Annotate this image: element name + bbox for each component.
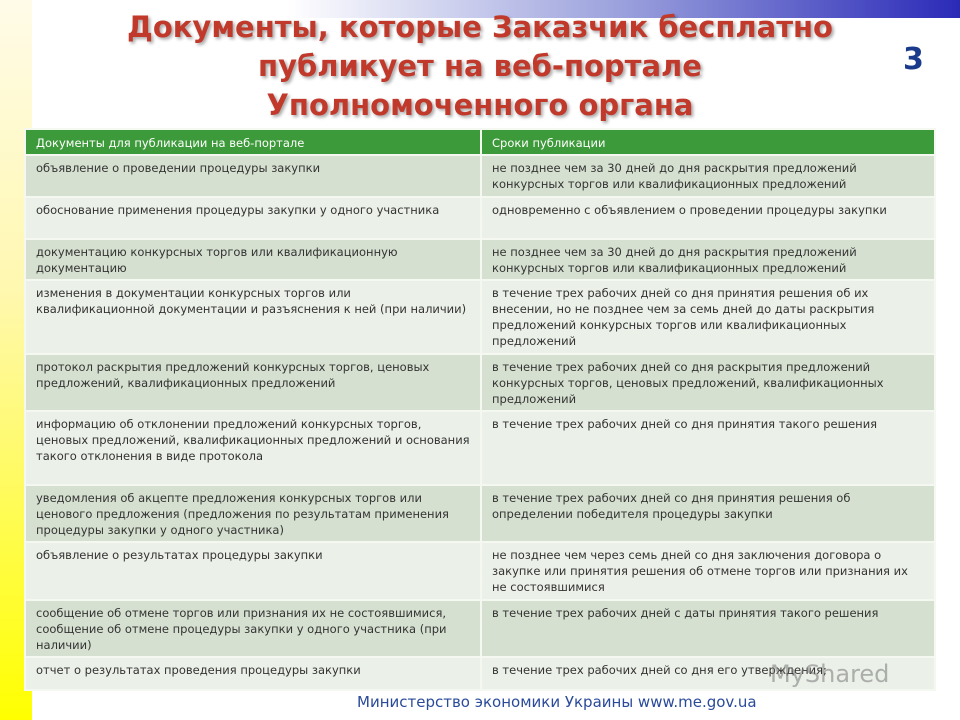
document-cell: изменения в документации конкурсных торгов или квалификационной документации и разъяснения к ней (при наличии) (25, 280, 481, 354)
table-row (25, 411, 935, 485)
table-row (25, 542, 935, 600)
watermark: MyShared (770, 660, 890, 688)
footer-text: Министерство экономики Украины www.me.gov.ua (357, 693, 757, 711)
document-cell: документацию конкурсных торгов или квалификационную документацию (25, 239, 481, 280)
document-cell: обоснование применения процедуры закупки у одного участника (25, 197, 481, 239)
deadline-cell: не позднее чем за 30 дней до дня раскрытия предложений конкурсных торгов или квалификационных предложений (481, 155, 935, 197)
documents-table (24, 128, 936, 691)
table-header (25, 129, 935, 155)
table-row (25, 239, 935, 280)
deadline-cell: в течение трех рабочих дней со дня принятия решения об определении победителя процедуры закупки (481, 485, 935, 542)
title-line: Уполномоченного органа (266, 88, 694, 122)
deadline-cell: одновременно с объявлением о проведении процедуры закупки (481, 197, 935, 239)
table-row (25, 280, 935, 354)
deadline-cell: в течение трех рабочих дней со дня его утверждения; (481, 657, 935, 690)
document-cell: объявление о проведении процедуры закупки (25, 155, 481, 197)
table-row (25, 600, 935, 657)
document-cell: протокол раскрытия предложений конкурсных торгов, ценовых предложений, квалификационных предложений (25, 354, 481, 411)
page-number: 3 (903, 42, 924, 77)
table-row (25, 485, 935, 542)
table-row (25, 197, 935, 239)
deadline-cell: в течение трех рабочих дней с даты принятия такого решения (481, 600, 935, 657)
document-cell: уведомления об акцепте предложения конкурсных торгов или ценового предложения (предложения по результатам применения процедуры закупки у одного участника) (25, 485, 481, 542)
document-cell: сообщение об отмене торгов или признания их не состоявшимися, сообщение об отмене процедуры закупки у одного участника (при наличии) (25, 600, 481, 657)
table-row (25, 155, 935, 197)
deadline-cell: в течение трех рабочих дней со дня раскрытия предложений конкурсных торгов, ценовых предложений, квалификационных предложений (481, 354, 935, 411)
document-cell: отчет о результатах проведения процедуры закупки (25, 657, 481, 690)
table-row (25, 354, 935, 411)
document-cell: информацию об отклонении предложений конкурсных торгов, ценовых предложений, квалификационных предложений и основания такого отклонения в виде протокола (25, 411, 481, 485)
header-deadlines: Сроки публикации (481, 129, 935, 155)
deadline-cell: не позднее чем за 30 дней до дня раскрытия предложений конкурсных торгов или квалификационных предложений (481, 239, 935, 280)
deadline-cell: не позднее чем через семь дней со дня заключения договора о закупке или принятия решения об отмене торгов или признания их не состоявшимися (481, 542, 935, 600)
deadline-cell: в течение трех рабочих дней со дня принятия такого решения (481, 411, 935, 485)
document-cell: объявление о результатах процедуры закупки (25, 542, 481, 600)
header-documents: Документы для публикации на веб-портале (25, 129, 481, 155)
slide-title (60, 8, 900, 125)
title-line: публикует на веб-портале (258, 49, 702, 83)
title-line: Документы, которые Заказчик бесплатно (127, 10, 833, 44)
deadline-cell: в течение трех рабочих дней со дня принятия решения об их внесении, но не позднее чем за семь дней до даты раскрытия предложений конкурсных торгов или квалификационных предложений (481, 280, 935, 354)
